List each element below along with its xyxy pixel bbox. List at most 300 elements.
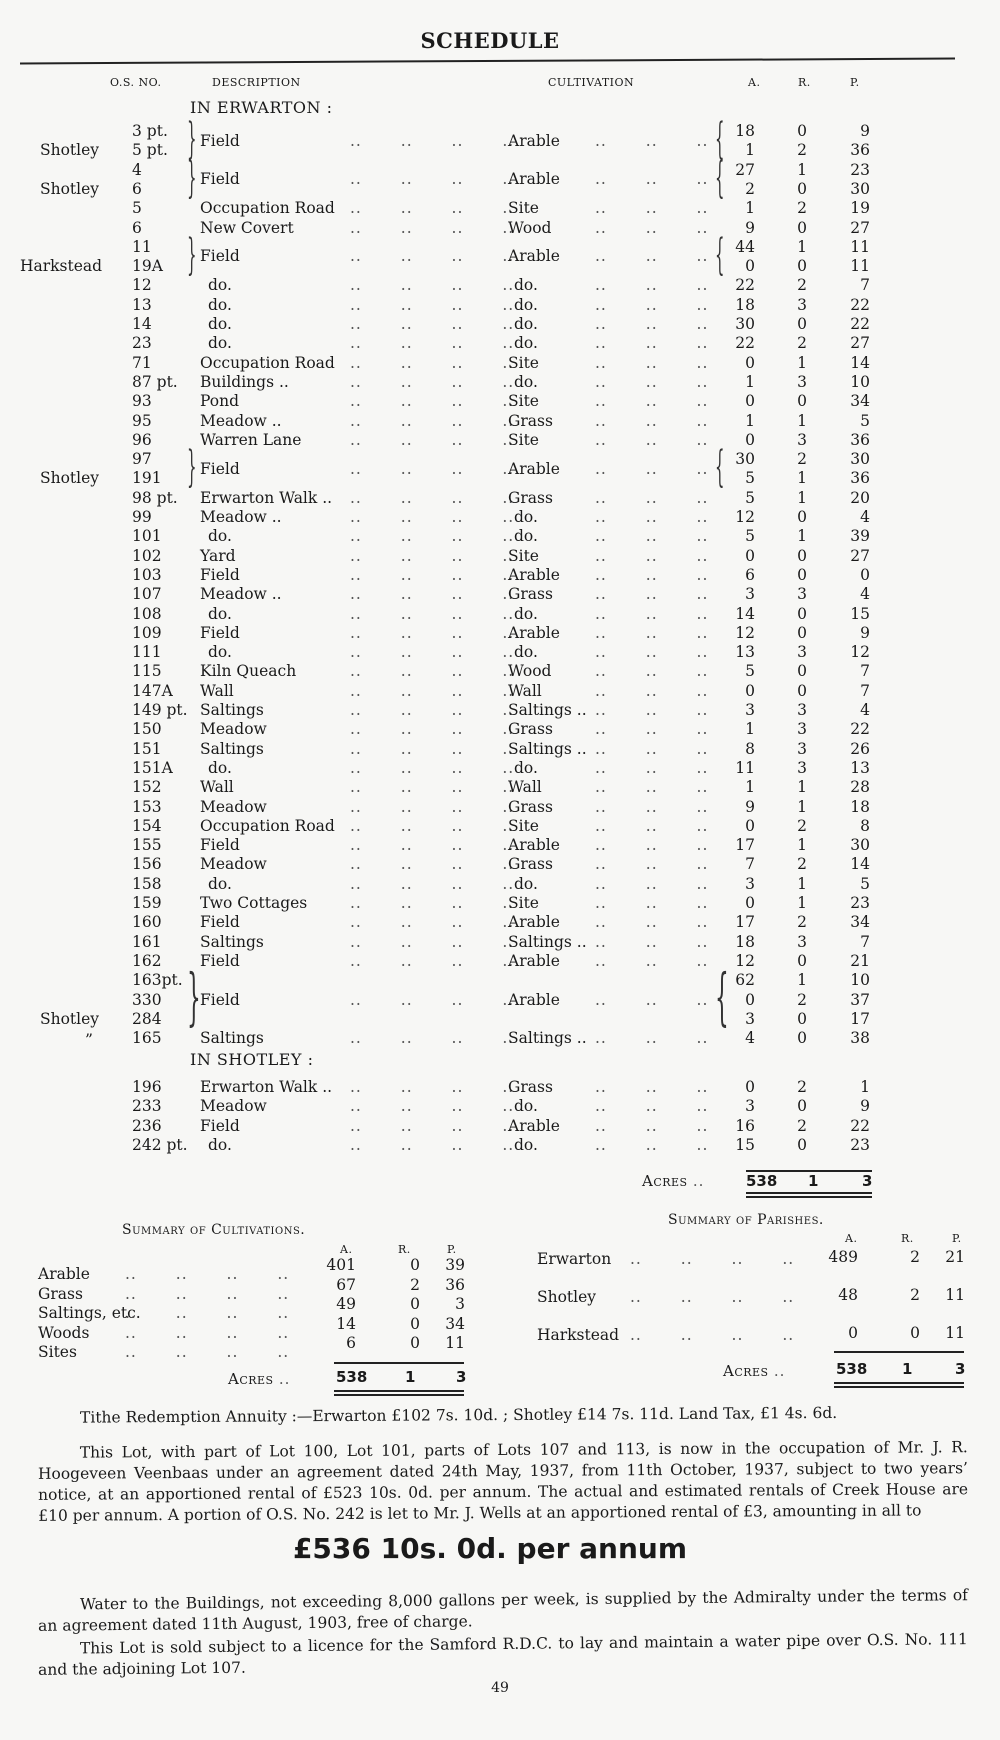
perches-value: 37 bbox=[850, 990, 870, 1009]
perches-value: 23 bbox=[850, 1135, 870, 1154]
description: Saltings bbox=[200, 739, 264, 758]
roods-value: 3 bbox=[797, 430, 807, 449]
cultivation: do. bbox=[514, 758, 538, 777]
sc-double-2 bbox=[334, 1394, 464, 1396]
cultivation: Arable bbox=[508, 247, 560, 266]
perches-value: 21 bbox=[850, 951, 870, 970]
total-label-text: Acres bbox=[642, 1172, 688, 1190]
perches-value: 30 bbox=[850, 179, 870, 198]
roods-value: 0 bbox=[797, 122, 807, 140]
parish-roods: 2 bbox=[910, 1248, 920, 1266]
description: do. bbox=[208, 643, 232, 662]
os-number: 96 bbox=[132, 430, 152, 449]
os-number: 155 bbox=[132, 836, 162, 855]
water-note: Water to the Buildings, not exceeding 8,000 gallons per week, is supplied by the Admiralty under the terms of an agreement dated 11th August, 1903, free of charge. bbox=[38, 1586, 968, 1635]
acres-value: 0 bbox=[745, 990, 755, 1009]
leader-dots: .. .. .. bbox=[595, 951, 709, 970]
sp-total-a: 538 bbox=[836, 1360, 868, 1378]
leader-dots: .. .. .. .. bbox=[350, 276, 515, 295]
leader-dots: .. .. .. .. bbox=[630, 1326, 795, 1344]
leader-dots: .. .. .. .. bbox=[630, 1288, 795, 1306]
cultivation: do. bbox=[514, 643, 538, 662]
sp-col-a: A. bbox=[845, 1232, 858, 1245]
perches-value: 20 bbox=[850, 488, 870, 507]
os-number: 242 pt. bbox=[132, 1135, 188, 1154]
leader-dots: .. .. .. bbox=[595, 392, 709, 411]
acres-value: 1 bbox=[745, 141, 755, 160]
os-number: 14 bbox=[132, 315, 152, 333]
cultivation: Arable bbox=[508, 565, 560, 584]
summary-roods: 2 bbox=[410, 1275, 420, 1294]
sp-total-rule bbox=[834, 1351, 964, 1353]
perches-value: 14 bbox=[850, 353, 870, 372]
parish-acres: 489 bbox=[828, 1248, 858, 1266]
leader-dots: .. .. .. .. bbox=[350, 170, 515, 189]
description: Warren Lane bbox=[200, 430, 302, 449]
leader-dots: .. .. .. .. bbox=[350, 459, 515, 478]
roods-value: 1 bbox=[797, 797, 807, 816]
leader-dots: .. .. .. bbox=[595, 315, 709, 333]
roods-value: 0 bbox=[797, 392, 807, 411]
acres-value: 12 bbox=[735, 951, 755, 970]
leader-dots: .. .. .. .. bbox=[350, 643, 515, 662]
leader-dots: .. .. .. bbox=[595, 170, 709, 189]
os-number: 99 bbox=[132, 508, 152, 526]
leader-dots: .. .. .. .. bbox=[350, 816, 515, 835]
perches-value: 30 bbox=[850, 836, 870, 855]
description: Meadow bbox=[200, 797, 267, 816]
leader-dots: .. .. .. bbox=[595, 527, 709, 546]
cultivation: Arable bbox=[508, 951, 560, 970]
os-number: 95 bbox=[132, 411, 152, 430]
roods-value: 0 bbox=[797, 546, 807, 565]
leader-dots: .. .. .. .. bbox=[350, 662, 515, 681]
acres-value: 1 bbox=[745, 372, 755, 391]
roods-value: 1 bbox=[797, 160, 807, 179]
perches-value: 0 bbox=[860, 565, 870, 584]
roods-value: 2 bbox=[797, 855, 807, 874]
cultivation: Site bbox=[508, 894, 539, 912]
leader-dots: .. .. .. .. bbox=[350, 585, 515, 604]
leader-dots: .. .. .. .. bbox=[350, 951, 515, 970]
os-number: 98 pt. bbox=[132, 488, 178, 507]
leader-dots: .. .. .. .. bbox=[350, 990, 515, 1009]
roods-value: 0 bbox=[797, 179, 807, 198]
os-number: 87 pt. bbox=[132, 372, 178, 391]
section-heading: IN ERWARTON : bbox=[190, 98, 333, 117]
leader-dots: .. .. .. .. bbox=[350, 739, 515, 758]
leader-dots: .. .. .. bbox=[595, 1135, 709, 1154]
os-number: 109 bbox=[132, 623, 162, 642]
perches-value: 9 bbox=[860, 1097, 870, 1116]
roods-value: 2 bbox=[797, 334, 807, 353]
leader-dots: .. .. .. bbox=[595, 701, 709, 719]
leader-dots: .. .. .. bbox=[595, 334, 709, 353]
acres-value: 3 bbox=[745, 874, 755, 893]
leader-dots: .. .. .. bbox=[595, 430, 709, 449]
leader-dots: .. .. .. bbox=[595, 623, 709, 642]
roods-value: 1 bbox=[797, 527, 807, 546]
os-brace: } bbox=[187, 961, 201, 1034]
leader-dots: .. .. .. .. bbox=[125, 1284, 290, 1303]
leader-dots: .. .. .. .. bbox=[350, 430, 515, 449]
cultivation: Saltings .. bbox=[508, 1029, 587, 1048]
os-number: 4 bbox=[132, 160, 142, 179]
sp-double-2 bbox=[834, 1386, 964, 1388]
parish-label: Shotley bbox=[40, 469, 100, 488]
roods-value: 1 bbox=[797, 778, 807, 797]
leader-dots: .. .. .. .. bbox=[350, 932, 515, 951]
leader-dots: .. .. .. bbox=[595, 681, 709, 700]
leader-dots: .. .. .. .. bbox=[350, 1078, 515, 1096]
acres-value: 5 bbox=[745, 488, 755, 507]
leader-dots: .. .. .. .. bbox=[350, 488, 515, 507]
leader-dots: .. .. .. bbox=[595, 836, 709, 855]
leader-dots: .. .. .. .. bbox=[125, 1323, 290, 1342]
perches-value: 11 bbox=[850, 237, 870, 256]
description: Pond bbox=[200, 392, 240, 411]
cultivation: Arable bbox=[508, 990, 560, 1009]
perches-value: 14 bbox=[850, 855, 870, 874]
roods-value: 0 bbox=[797, 662, 807, 681]
os-number: 71 bbox=[132, 353, 152, 372]
parish-roods: 2 bbox=[910, 1286, 920, 1304]
description: Saltings bbox=[200, 701, 264, 719]
summary-roods: 0 bbox=[410, 1334, 420, 1352]
roods-value: 2 bbox=[797, 913, 807, 932]
cultivation: Grass bbox=[508, 488, 553, 507]
rent-total bbox=[0, 1532, 980, 1565]
description: Field bbox=[200, 247, 240, 266]
roods-value: 1 bbox=[797, 894, 807, 912]
perches-value: 7 bbox=[860, 932, 870, 951]
cultivation: do. bbox=[514, 604, 538, 623]
cultivation: Grass bbox=[508, 855, 553, 874]
leader-dots: .. .. .. bbox=[595, 353, 709, 372]
os-number: 108 bbox=[132, 604, 162, 623]
acres-value: 9 bbox=[745, 218, 755, 237]
description: Erwarton Walk .. bbox=[200, 1078, 333, 1096]
description: Meadow bbox=[200, 855, 267, 874]
acres-value: 0 bbox=[745, 816, 755, 835]
perches-value: 30 bbox=[850, 450, 870, 469]
description: Saltings bbox=[200, 932, 264, 951]
description: Field bbox=[200, 1116, 240, 1135]
col-header-a: A. bbox=[748, 76, 761, 89]
description: Saltings bbox=[200, 1029, 264, 1048]
perches-value: 27 bbox=[850, 546, 870, 565]
cultivation: Saltings .. bbox=[508, 932, 587, 951]
sp-total-r: 1 bbox=[902, 1360, 913, 1378]
leader-dots: .. .. .. bbox=[595, 565, 709, 584]
summary-roods: 0 bbox=[410, 1256, 420, 1274]
schedule-total-a: 538 bbox=[746, 1172, 778, 1190]
leader-dots: .. .. .. bbox=[595, 797, 709, 816]
cultivation: Site bbox=[508, 199, 539, 218]
parish-acres: 48 bbox=[838, 1286, 858, 1304]
sp-col-p: P. bbox=[952, 1232, 962, 1245]
description: do. bbox=[208, 276, 232, 295]
summary-acres: 49 bbox=[336, 1295, 356, 1313]
leader-dots: .. .. .. bbox=[595, 1116, 709, 1135]
cultivation: do. bbox=[514, 295, 538, 314]
tithe-note: Tithe Redemption Annuity :—Erwarton £102 7s. 10d. ; Shotley £14 7s. 11d. Land Tax, £1 4s. 6d. bbox=[79, 1403, 838, 1427]
perches-value: 4 bbox=[860, 701, 870, 719]
acres-value: 18 bbox=[735, 932, 755, 951]
cultivation: Wood bbox=[508, 662, 552, 681]
total-rule-double-1 bbox=[746, 1192, 872, 1194]
os-number: 147A bbox=[132, 681, 173, 700]
description: Field bbox=[200, 459, 240, 478]
acres-value: 11 bbox=[735, 758, 755, 777]
sc-total-label-text: Acres bbox=[228, 1370, 274, 1388]
summary-row-label: Sites bbox=[38, 1343, 77, 1361]
sc-total-rule bbox=[334, 1362, 464, 1364]
acres-value: 30 bbox=[735, 315, 755, 333]
perches-value: 13 bbox=[850, 758, 870, 777]
description: Meadow .. bbox=[200, 508, 282, 526]
os-number: 101 bbox=[132, 527, 162, 546]
os-number: 12 bbox=[132, 276, 152, 295]
leader-dots: .. .. .. .. bbox=[350, 565, 515, 584]
perches-value: 22 bbox=[850, 295, 870, 314]
perches-value: 7 bbox=[860, 276, 870, 295]
leader-dots: .. .. .. .. bbox=[350, 1097, 515, 1116]
cultivation: Grass bbox=[508, 797, 553, 816]
leader-dots: .. .. .. .. bbox=[350, 334, 515, 353]
leader-dots: .. .. .. .. bbox=[350, 681, 515, 700]
summary-parishes-title: Summary of Parishes. bbox=[668, 1212, 824, 1228]
perches-value: 10 bbox=[850, 971, 870, 990]
roods-value: 3 bbox=[797, 295, 807, 314]
col-header-r: R. bbox=[798, 76, 811, 89]
parish-row-label: Erwarton bbox=[537, 1250, 612, 1268]
acres-value: 3 bbox=[745, 1009, 755, 1028]
acres-value: 0 bbox=[745, 392, 755, 411]
acres-value: 22 bbox=[735, 334, 755, 353]
leader-dots: .. .. .. bbox=[595, 131, 709, 150]
acres-value: 12 bbox=[735, 623, 755, 642]
perches-value: 27 bbox=[850, 218, 870, 237]
acres-value: 3 bbox=[745, 585, 755, 604]
roods-value: 1 bbox=[797, 488, 807, 507]
perches-value: 22 bbox=[850, 1116, 870, 1135]
sp-total-label: Acres .. bbox=[723, 1362, 786, 1380]
description: do. bbox=[208, 758, 232, 777]
leader-dots: .. .. .. .. bbox=[350, 131, 515, 150]
os-number: 6 bbox=[132, 218, 142, 237]
description: Wall bbox=[200, 681, 234, 700]
leader-dots: .. .. .. .. bbox=[350, 1116, 515, 1135]
acres-value: 14 bbox=[735, 604, 755, 623]
os-number: 154 bbox=[132, 816, 162, 835]
acres-value: 9 bbox=[745, 797, 755, 816]
os-number: 161 bbox=[132, 932, 162, 951]
cultivation: Grass bbox=[508, 1078, 553, 1096]
roods-value: 0 bbox=[797, 951, 807, 970]
perches-value: 23 bbox=[850, 894, 870, 912]
arp-brace: { bbox=[715, 961, 729, 1034]
description: Wall bbox=[200, 778, 234, 797]
licence-note: This Lot is sold subject to a licence for the Samford R.D.C. to lay and maintain a water pipe over O.S. No. 111 and the adjoining Lot 107. bbox=[38, 1630, 968, 1679]
parish-row-label: Shotley bbox=[537, 1288, 597, 1306]
roods-value: 2 bbox=[797, 1116, 807, 1135]
os-brace: } bbox=[187, 229, 197, 280]
leader-dots: .. .. .. bbox=[595, 488, 709, 507]
leader-dots: .. .. .. bbox=[595, 276, 709, 295]
leader-dots: .. .. .. .. bbox=[350, 797, 515, 816]
perches-value: 7 bbox=[860, 681, 870, 700]
parish-acres: 0 bbox=[848, 1324, 858, 1342]
leader-dots: .. .. .. bbox=[595, 459, 709, 478]
sc-total-label: Acres .. bbox=[228, 1370, 291, 1388]
leader-dots: .. .. .. .. bbox=[350, 604, 515, 623]
cultivation: Arable bbox=[508, 913, 560, 932]
leader-dots: .. .. .. .. bbox=[350, 623, 515, 642]
leader-dots: .. .. .. bbox=[595, 932, 709, 951]
cultivation: Site bbox=[508, 546, 539, 565]
acres-value: 15 bbox=[735, 1135, 755, 1154]
acres-value: 12 bbox=[735, 508, 755, 526]
rent-total-text: £536 10s. 0d. per annum bbox=[292, 1532, 688, 1565]
leader-dots: .. .. .. .. bbox=[350, 855, 515, 874]
description: Kiln Queach bbox=[200, 662, 297, 681]
leader-dots: .. .. .. bbox=[595, 411, 709, 430]
sp-total-label-text: Acres bbox=[723, 1362, 769, 1380]
leader-dots: .. .. .. .. bbox=[350, 701, 515, 719]
sc-total-r: 1 bbox=[405, 1368, 416, 1386]
leader-dots: .. .. .. bbox=[595, 816, 709, 835]
roods-value: 0 bbox=[797, 1029, 807, 1048]
leader-dots: .. .. .. .. bbox=[630, 1250, 795, 1268]
summary-acres: 14 bbox=[336, 1314, 356, 1333]
perches-value: 39 bbox=[850, 527, 870, 546]
description: Meadow .. bbox=[200, 411, 282, 430]
roods-value: 3 bbox=[797, 643, 807, 662]
leader-dots: .. .. .. bbox=[595, 990, 709, 1009]
parish-perches: 11 bbox=[945, 1286, 965, 1304]
page-number: 49 bbox=[491, 1680, 509, 1696]
leader-dots: .. .. .. bbox=[595, 739, 709, 758]
leader-dots: .. .. .. .. bbox=[350, 913, 515, 932]
acres-value: 0 bbox=[745, 353, 755, 372]
os-number: 6 bbox=[132, 179, 142, 198]
cultivation: Grass bbox=[508, 720, 553, 739]
total-rule-double-2 bbox=[746, 1196, 872, 1198]
perches-value: 15 bbox=[850, 604, 870, 623]
roods-value: 0 bbox=[797, 1097, 807, 1116]
leader-dots: .. .. .. bbox=[595, 778, 709, 797]
summary-row-label: Grass bbox=[38, 1284, 83, 1303]
leader-dots: .. .. .. .. bbox=[350, 315, 515, 333]
acres-value: 4 bbox=[745, 1029, 755, 1048]
cultivation: Arable bbox=[508, 131, 560, 150]
perches-value: 38 bbox=[850, 1029, 870, 1048]
description: Occupation Road bbox=[200, 199, 335, 218]
roods-value: 3 bbox=[797, 739, 807, 758]
cultivation: do. bbox=[514, 527, 538, 546]
perches-value: 23 bbox=[850, 160, 870, 179]
os-number: 115 bbox=[132, 662, 162, 681]
description: do. bbox=[208, 874, 232, 893]
roods-value: 1 bbox=[797, 469, 807, 488]
acres-value: 5 bbox=[745, 527, 755, 546]
leader-dots: .. .. .. bbox=[595, 585, 709, 604]
acres-value: 1 bbox=[745, 778, 755, 797]
roods-value: 0 bbox=[797, 257, 807, 276]
acres-value: 30 bbox=[735, 450, 755, 469]
os-brace: } bbox=[187, 442, 197, 493]
cultivation: Arable bbox=[508, 623, 560, 642]
cultivation: do. bbox=[514, 334, 538, 353]
os-number: 107 bbox=[132, 585, 162, 604]
roods-value: 3 bbox=[797, 720, 807, 739]
leader-dots: .. .. .. bbox=[595, 643, 709, 662]
leader-dots: .. .. .. .. bbox=[350, 874, 515, 893]
roods-value: 0 bbox=[797, 1135, 807, 1154]
description: do. bbox=[208, 527, 232, 546]
roods-value: 0 bbox=[797, 565, 807, 584]
description: do. bbox=[208, 334, 232, 353]
cultivation: do. bbox=[514, 874, 538, 893]
leader-dots: .. .. .. bbox=[595, 720, 709, 739]
os-number: 163pt. bbox=[132, 971, 183, 990]
leader-dots: .. .. .. .. bbox=[125, 1343, 290, 1361]
description: Occupation Road bbox=[200, 816, 335, 835]
os-number: 191 bbox=[132, 469, 162, 488]
os-number: 233 bbox=[132, 1097, 162, 1116]
roods-value: 0 bbox=[797, 508, 807, 526]
ditto-mark: ” bbox=[85, 1031, 93, 1050]
cultivation: Site bbox=[508, 816, 539, 835]
leader-dots: .. .. .. .. bbox=[350, 836, 515, 855]
summary-acres: 6 bbox=[346, 1334, 356, 1352]
perches-value: 34 bbox=[850, 392, 870, 411]
acres-value: 27 bbox=[735, 160, 755, 179]
acres-value: 0 bbox=[745, 1078, 755, 1096]
roods-value: 0 bbox=[797, 623, 807, 642]
os-number: 103 bbox=[132, 565, 162, 584]
roods-value: 1 bbox=[797, 411, 807, 430]
leader-dots: .. .. .. .. bbox=[350, 758, 515, 777]
leader-dots: .. .. .. .. bbox=[350, 778, 515, 797]
leader-dots: .. .. .. bbox=[595, 247, 709, 266]
acres-value: 0 bbox=[745, 546, 755, 565]
sc-col-a: A. bbox=[340, 1243, 353, 1256]
os-number: 196 bbox=[132, 1078, 162, 1096]
summary-row-label: Saltings, etc. bbox=[38, 1304, 141, 1322]
perches-value: 36 bbox=[850, 469, 870, 488]
cultivation: Site bbox=[508, 430, 539, 449]
perches-value: 7 bbox=[860, 662, 870, 681]
os-number: 111 bbox=[132, 643, 162, 662]
leader-dots: .. .. .. bbox=[595, 218, 709, 237]
cultivation: Arable bbox=[508, 1116, 560, 1135]
os-number: 13 bbox=[132, 295, 152, 314]
page-title: SCHEDULE bbox=[420, 28, 560, 53]
os-number: 5 bbox=[132, 199, 142, 218]
cultivation: Wall bbox=[508, 778, 542, 797]
os-number: 151A bbox=[132, 758, 173, 777]
os-number: 165 bbox=[132, 1029, 162, 1048]
perches-value: 5 bbox=[860, 411, 870, 430]
section-heading: IN SHOTLEY : bbox=[190, 1050, 314, 1069]
acres-value: 7 bbox=[745, 855, 755, 874]
perches-value: 22 bbox=[850, 315, 870, 333]
roods-value: 2 bbox=[797, 450, 807, 469]
parish-perches: 21 bbox=[945, 1248, 965, 1266]
roods-value: 3 bbox=[797, 932, 807, 951]
